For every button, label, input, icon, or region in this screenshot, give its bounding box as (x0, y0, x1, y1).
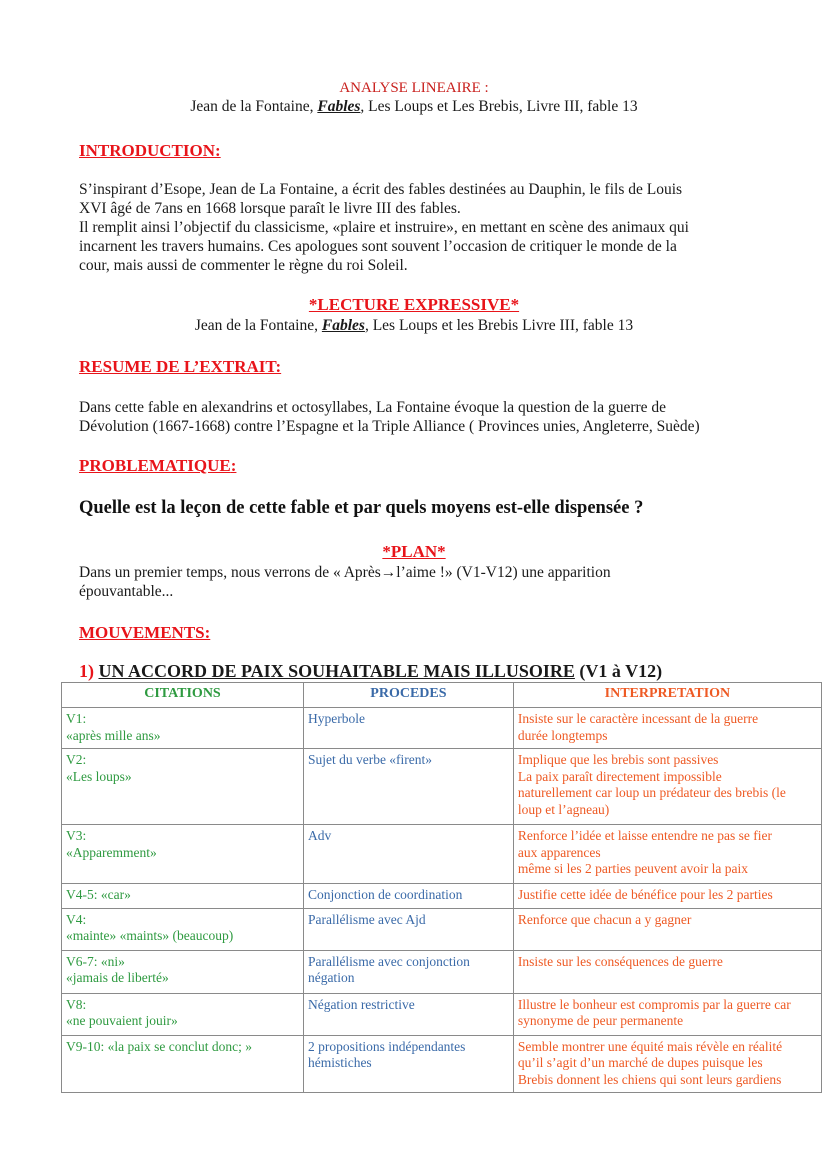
citation-line: V4-5: «car» (66, 887, 131, 902)
introduction-line: S’inspirant d’Esope, Jean de La Fontaine, a écrit des fables destinées au Dauphin, le fils de Louis (79, 181, 683, 198)
lecture-subtitle (0, 316, 828, 335)
procede-line: Parallélisme avec Ajd (307, 911, 426, 927)
cell-interpretation (513, 708, 821, 749)
cell-citation (62, 749, 304, 825)
procede-line: 2 propositions indépendantes (307, 1038, 466, 1054)
citation-line: V6-7: «ni» (66, 953, 125, 969)
table-row (62, 1035, 822, 1093)
procede-line: hémistiches (307, 1055, 372, 1070)
citation-line: V4: (66, 911, 87, 927)
lecture-subtitle-rest: , Les Loups et les Brebis Livre III, fable 13 (364, 317, 634, 334)
subtitle-rest: , Les Loups et Les Brebis, Livre III, fable 13 (360, 98, 638, 115)
interpretation-line: durée longtemps (517, 727, 608, 743)
table-row (62, 950, 822, 993)
cell-procede (303, 950, 513, 993)
cell-citation (62, 908, 304, 950)
procede-line: Adv (307, 828, 332, 843)
interpretation-line: Justifie cette idée de bénéfice pour les 2 parties (517, 887, 773, 902)
citation-line: «jamais de liberté» (66, 970, 169, 985)
plan-heading-text: *PLAN* (382, 542, 446, 561)
citation-line: «Les loups» (66, 768, 132, 784)
cell-procede (303, 749, 513, 825)
cell-interpretation (513, 825, 821, 884)
problematique-question: Quelle est la leçon de cette fable et par quels moyens est-elle dispensée ? (79, 498, 644, 518)
problematique-colon: : (230, 456, 237, 475)
citation-line: «Apparemment» (66, 844, 157, 860)
procede-line: Parallélisme avec conjonction (307, 953, 470, 969)
lecture-subtitle-author: Jean de la Fontaine, (194, 317, 322, 334)
citation-line: V2: (66, 752, 87, 767)
subtitle-fables: Fables (317, 98, 361, 115)
document-subtitle (0, 97, 828, 116)
citation-line: V1: (66, 711, 87, 726)
introduction-line: Il remplit ainsi l’objectif du classicisme, «plaire et instruire», en mettant en scène des animaux qui (79, 219, 689, 236)
procede-line: Conjonction de coordination (307, 887, 463, 902)
cell-citation (62, 884, 304, 909)
document-title: ANALYSE LINEAIRE : (339, 80, 489, 96)
resume-paragraph (79, 398, 779, 436)
header-citations: CITATIONS (62, 683, 304, 708)
table-row (62, 993, 822, 1035)
citation-line: V9-10: «la paix se conclut donc; » (66, 1038, 252, 1054)
table-header-row (62, 683, 822, 708)
procede-line: Sujet du verbe «firent» (307, 752, 433, 767)
cell-interpretation (513, 950, 821, 993)
cell-procede (303, 825, 513, 884)
interpretation-line: Semble montrer une équité mais révèle en réalité (517, 1038, 783, 1054)
movement-1-number: 1) (79, 661, 94, 681)
interpretation-line: Renforce que chacun a y gagner (517, 911, 692, 927)
movement-1-range: (V1 à V12) (574, 661, 663, 681)
lecture-heading (0, 294, 828, 315)
procede-line: négation (307, 970, 355, 985)
cell-procede (303, 708, 513, 749)
cell-interpretation (513, 884, 821, 909)
citation-line: V3: (66, 828, 87, 843)
table-row (62, 908, 822, 950)
cell-citation (62, 950, 304, 993)
cell-procede (303, 1035, 513, 1093)
plan-paragraph (79, 563, 759, 601)
cell-procede (303, 884, 513, 909)
interpretation-line: naturellement car loup un prédateur des brebis (le (517, 785, 786, 800)
interpretation-line: même si les 2 parties peuvent avoir la paix (517, 861, 749, 876)
mouvements-heading: MOUVEMENTS: (79, 623, 211, 642)
citation-line: «après mille ans» (66, 727, 161, 743)
cell-procede (303, 908, 513, 950)
table-row (62, 884, 822, 909)
lecture-heading-text: *LECTURE EXPRESSIVE* (308, 295, 520, 314)
table-row (62, 749, 822, 825)
introduction-line: cour, mais aussi de commenter le règne du roi Soleil. (79, 257, 408, 274)
introduction-paragraph (79, 180, 759, 275)
procede-line: Hyperbole (307, 711, 365, 726)
table-row (62, 708, 822, 749)
lecture-subtitle-fables: Fables (321, 317, 365, 334)
resume-line: Dévolution (1667-1668) contre l’Espagne et la Triple Alliance ( Provinces unies, Angleterre, Suède) (79, 418, 700, 435)
problematique-heading-text: PROBLEMATIQUE (79, 456, 231, 475)
movement-1-title (79, 661, 662, 682)
interpretation-line: Insiste sur le caractère incessant de la guerre (517, 711, 759, 726)
interpretation-line: aux apparences (517, 844, 601, 860)
procede-line: Négation restrictive (307, 996, 415, 1012)
cell-interpretation (513, 749, 821, 825)
cell-citation (62, 825, 304, 884)
interpretation-line: loup et l’agneau) (517, 801, 610, 817)
introduction-heading: INTRODUCTION: (79, 141, 221, 160)
interpretation-line: La paix paraît directement impossible (517, 768, 722, 784)
cell-interpretation (513, 1035, 821, 1093)
movement-1-title-text: UN ACCORD DE PAIX SOUHAITABLE MAIS ILLUSOIRE (98, 661, 575, 681)
introduction-line: XVI âgé de 7ans en 1668 lorsque paraît le livre III des fables. (79, 200, 461, 217)
cell-interpretation (513, 908, 821, 950)
analysis-table (61, 682, 822, 1093)
plan-line: épouvantable... (79, 583, 174, 600)
cell-citation (62, 1035, 304, 1093)
interpretation-line: Insiste sur les conséquences de guerre (517, 953, 723, 969)
problematique-heading (79, 455, 236, 476)
interpretation-line: Renforce l’idée et laisse entendre ne pas se fier (517, 828, 772, 843)
cell-citation (62, 708, 304, 749)
citation-line: V8: (66, 996, 87, 1012)
introduction-line: incarnent les travers humains. Ces apologues sont souvent l’occasion de critiquer le monde de la (79, 238, 677, 255)
interpretation-line: synonyme de peur permanente (517, 1013, 684, 1028)
header-procedes: PROCEDES (303, 683, 513, 708)
plan-heading (0, 541, 828, 562)
subtitle-author: Jean de la Fontaine, (190, 98, 318, 115)
cell-citation (62, 993, 304, 1035)
resume-line: Dans cette fable en alexandrins et octosyllabes, La Fontaine évoque la question de la guerre de (79, 399, 667, 416)
interpretation-line: Implique que les brebis sont passives (517, 752, 719, 767)
table-row (62, 825, 822, 884)
resume-heading: RESUME DE L’EXTRAIT: (79, 357, 282, 376)
interpretation-line: qu’il s’agit d’un marché de dupes puisque les (517, 1055, 763, 1070)
plan-line: Dans un premier temps, nous verrons de « Après→l’aime !» (V1-V12) une apparition (79, 564, 611, 581)
citation-line: «mainte» «maints» (beaucoup) (66, 928, 234, 943)
cell-interpretation (513, 993, 821, 1035)
interpretation-line: Brebis donnent les chiens qui sont leurs gardiens (517, 1071, 782, 1087)
citation-line: «ne pouvaient jouir» (66, 1013, 178, 1028)
interpretation-line: Illustre le bonheur est compromis par la guerre car (517, 996, 791, 1012)
header-interpretation: INTERPRETATION (513, 683, 821, 708)
cell-procede (303, 993, 513, 1035)
